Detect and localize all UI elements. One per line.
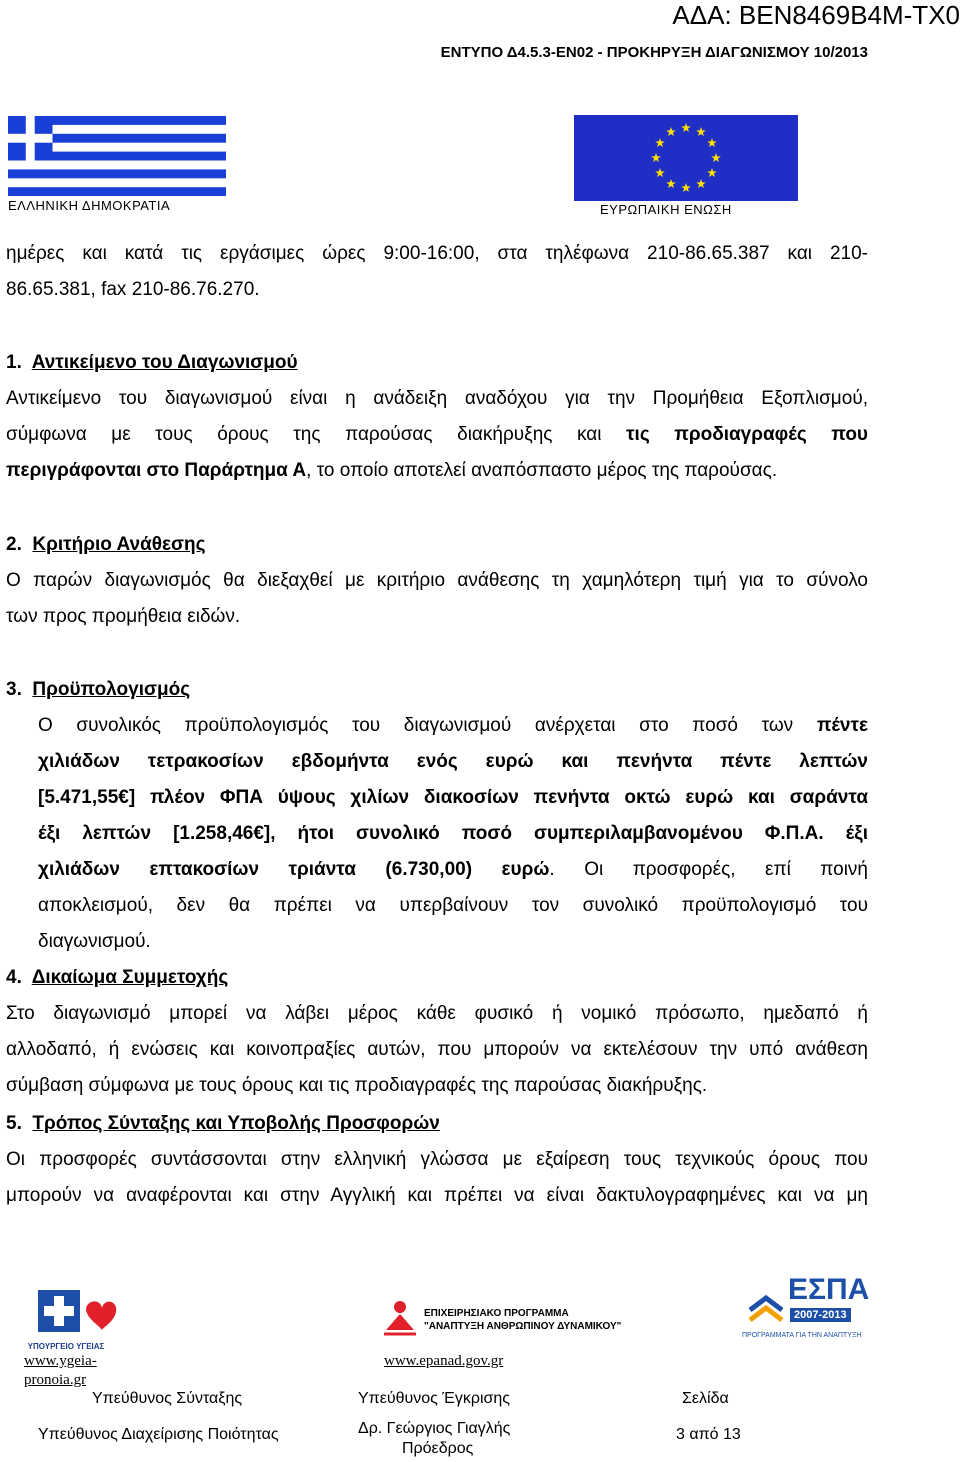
section-4-line-2: αλλοδαπό, ή ενώσεις και κοινοπραξίες αυτών, που μπορούν να εκτελέσουν την υπό ανάθεση [6,1039,868,1060]
section-5-title: Τρόπος Σύνταξης και Υποβολής Προσφορών [32,1113,440,1134]
section-3-line-1-text: Ο συνολικός προϋπολογισμός του διαγωνισμού ανέρχεται στο ποσό των [38,715,817,736]
section-1-line-1: Αντικείμενο του διαγωνισμού είναι η ανάδειξη αναδόχου για την Προμήθεια Εξοπλισμού, [6,388,868,409]
ministry-link-2[interactable]: pronoia.gr [24,1372,87,1388]
section-3-line-2: χιλιάδων τετρακοσίων εβδομήντα ενός ευρώ και πενήντα πέντε λεπτών [38,751,868,772]
section-4-heading [6,960,868,996]
section-5-heading [6,1106,868,1142]
section-1-line-3-text: , το οποίο αποτελεί αναπόσπαστο μέρος της παρούσας. [306,460,778,481]
section-4-line-3: σύμβαση σύμφωνα με τους όρους και τις προδιαγραφές της παρούσας διακήρυξης. [6,1075,708,1096]
section-4-number: 4. [6,967,22,988]
section-2-title: Κριτήριο Ανάθεσης [32,534,206,555]
section-3-number: 3. [6,679,22,700]
section-2-number: 2. [6,534,22,555]
operational-programme-logo [380,1300,622,1340]
section-5-number: 5. [6,1113,22,1134]
intro-paragraph [6,236,868,308]
section-2-line-2: των προς προμήθεια ειδών. [6,606,241,627]
intro-line-2: 86.65.381, fax 210-86.76.270. [6,279,260,300]
section-1-line-2-bold: τις προδιαγραφές που [626,424,868,445]
footer-col1-label: Υπεύθυνος Σύνταξης [92,1390,243,1407]
footer-col1-value: Υπεύθυνος Διαχείρισης Ποιότητας [38,1426,279,1443]
footer-col2-label: Υπεύθυνος Έγκρισης [358,1390,510,1407]
section-3-line-6: αποκλεισμού, δεν θα πρέπει να υπερβαίνουν τον συνολικό προϋπολογισμό του [38,895,868,916]
espa-caption: ΠΡΟΓΡΑΜΜΑΤΑ ΓΙΑ ΤΗΝ ΑΝΑΠΤΥΞΗ [742,1332,862,1339]
section-3-line-3: [5.471,55€] πλέον ΦΠΑ ύψους χιλίων διακοσίων πενήντα οκτώ ευρώ και σαράντα [38,787,868,808]
intro-line-1: ημέρες και κατά τις εργάσιμες ώρες 9:00-16:00, στα τηλέφωνα 210-86.65.387 και 210- [6,243,868,264]
section-3-heading [6,672,868,708]
footer-col2-value-2: Πρόεδρος [402,1440,474,1457]
section-3-line-1-bold: πέντε [816,715,868,736]
form-title: ΕΝΤΥΠΟ Δ4.5.3-ΕΝ02 - ΠΡΟΚΗΡΥΞΗ ΔΙΑΓΩΝΙΣΜΟΥ 10/2013 [440,44,868,61]
espa-logo [742,1270,868,1354]
eu-flag-icon [574,115,798,201]
op-line-1: ΕΠΙΧΕΙΡΗΣΙΑΚΟ ΠΡΟΓΡΑΜΜΑ [424,1308,569,1319]
section-3-line-5-text: . Οι προσφορές, επί ποινή [549,859,868,880]
section-1-line-2 [6,417,868,453]
section-1-annex-ref: περιγράφονται στο Παράρτημα Α [6,460,307,481]
section-2 [6,527,868,635]
greek-flag-icon [8,116,226,196]
ministry-caption: ΥΠΟΥΡΓΕΙΟ ΥΓΕΙΑΣ [27,1342,105,1351]
person-figure-icon [380,1300,420,1336]
section-2-heading [6,527,868,563]
section-3-total-amount: χιλιάδων επτακοσίων τριάντα (6.730,00) ευρώ [38,859,550,880]
section-4 [6,960,868,1104]
ada-code: ΑΔΑ: ΒΕΝ8469Β4Μ-ΤΧ0 [672,0,960,30]
eu-flag-caption: ΕΥΡΩΠΑΙΚΗ ΕΝΩΣΗ [600,202,732,217]
ministry-link-1[interactable]: www.ygeia- [24,1353,97,1369]
section-4-title: Δικαίωμα Συμμετοχής [31,967,229,988]
footer-col2-value-1: Δρ. Γεώργιος Γιαγλής [358,1420,511,1437]
footer-col3-label: Σελίδα [682,1390,729,1407]
section-1-title: Αντικείμενο του Διαγωνισμού [31,352,298,373]
section-1-line-3 [6,453,868,489]
section-5-line-1: Οι προσφορές συντάσσονται στην ελληνική γλώσσα με εξαίρεση τους τεχνικούς όρους που [6,1149,868,1170]
espa-chevron-icon [746,1280,786,1326]
section-3-title: Προϋπολογισμός [32,679,191,700]
op-line-2: "ΑΝΑΠΤΥΞΗ ΑΝΘΡΩΠΙΝΟΥ ΔΥΝΑΜΙΚΟΥ" [424,1321,622,1332]
espa-title: ΕΣΠΑ [788,1273,870,1306]
section-3-line-7: διαγωνισμού. [38,931,151,952]
ministry-logo [10,1286,122,1354]
page-number: 3 από 13 [676,1426,741,1443]
espa-years: 2007-2013 [790,1308,851,1322]
section-1 [6,345,868,489]
section-3 [6,672,868,960]
section-3-line-4: έξι λεπτών [1.258,46€], ήτοι συνολικό ποσό συμπεριλαμβανομένου Φ.Π.Α. έξι [38,823,868,844]
section-1-number: 1. [6,352,22,373]
greek-flag-caption: ΕΛΛΗΝΙΚΗ ΔΗΜΟΚΡΑΤΙΑ [8,198,171,213]
section-1-line-2-text: σύμφωνα με τους όρους της παρούσας διακήρυξης και [6,424,627,445]
greek-flag-logo [8,116,228,214]
eu-flag-logo [574,115,800,215]
section-2-line-1: Ο παρών διαγωνισμός θα διεξαχθεί με κριτήριο ανάθεσης τη χαμηλότερη τιμή για το σύνολο [6,570,868,591]
section-5 [6,1106,868,1214]
section-1-heading [6,345,868,381]
section-4-line-1: Στο διαγωνισμό μπορεί να λάβει μέρος κάθε φυσικό ή νομικό πρόσωπο, ημεδαπό ή [6,1003,868,1024]
section-3-line-1 [38,708,868,744]
ministry-health-icon [10,1286,122,1342]
epanad-link[interactable]: www.epanad.gov.gr [384,1353,504,1369]
section-3-line-5 [38,852,868,888]
section-5-line-2: μπορούν να αναφέρονται και στην Αγγλική και πρέπει να είναι δακτυλογραφημένες και να μη [6,1185,868,1206]
